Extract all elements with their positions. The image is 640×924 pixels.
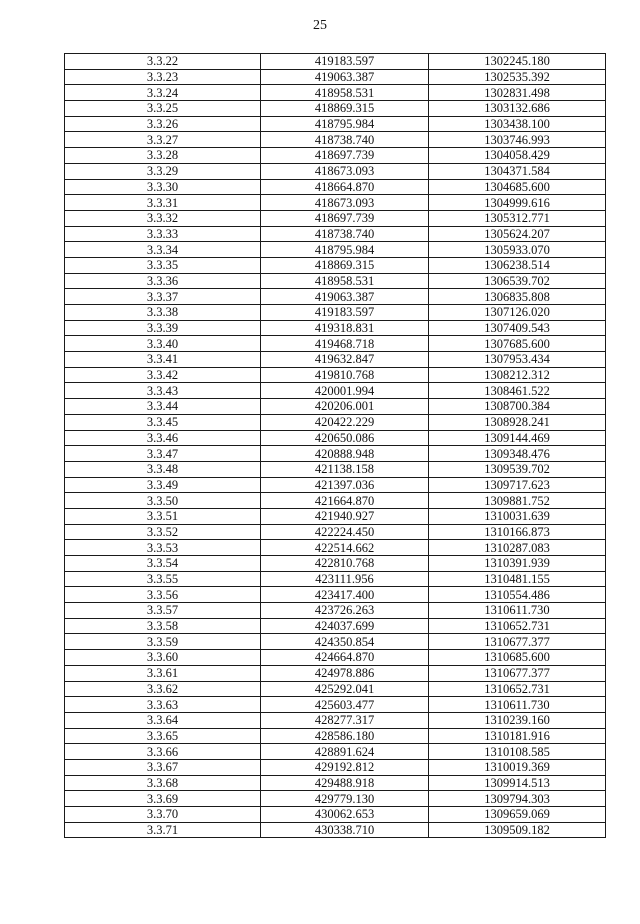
table-row xyxy=(65,822,606,838)
point-id-cell: 3.3.43 xyxy=(65,383,261,399)
y-coordinate-cell: 1310554.486 xyxy=(429,587,606,603)
x-coordinate-cell: 425603.477 xyxy=(261,697,429,713)
y-coordinate-cell: 1302245.180 xyxy=(429,54,606,70)
x-coordinate-cell: 430062.653 xyxy=(261,807,429,823)
point-id-cell: 3.3.65 xyxy=(65,728,261,744)
x-coordinate-cell: 429488.918 xyxy=(261,775,429,791)
y-coordinate-cell: 1307685.600 xyxy=(429,336,606,352)
y-coordinate-cell: 1310239.160 xyxy=(429,712,606,728)
point-id-cell: 3.3.55 xyxy=(65,571,261,587)
y-coordinate-cell: 1310108.585 xyxy=(429,744,606,760)
point-id-cell: 3.3.53 xyxy=(65,540,261,556)
y-coordinate-cell: 1304685.600 xyxy=(429,179,606,195)
y-coordinate-cell: 1302535.392 xyxy=(429,69,606,85)
point-id-cell: 3.3.56 xyxy=(65,587,261,603)
point-id-cell: 3.3.58 xyxy=(65,618,261,634)
table-row xyxy=(65,697,606,713)
table-row xyxy=(65,352,606,368)
x-coordinate-cell: 419183.597 xyxy=(261,305,429,321)
y-coordinate-cell: 1305933.070 xyxy=(429,242,606,258)
table-row xyxy=(65,775,606,791)
x-coordinate-cell: 430338.710 xyxy=(261,822,429,838)
table-row xyxy=(65,54,606,70)
x-coordinate-cell: 420888.948 xyxy=(261,446,429,462)
table-row xyxy=(65,305,606,321)
y-coordinate-cell: 1309509.182 xyxy=(429,822,606,838)
x-coordinate-cell: 418869.315 xyxy=(261,101,429,117)
point-id-cell: 3.3.46 xyxy=(65,430,261,446)
table-row xyxy=(65,85,606,101)
point-id-cell: 3.3.51 xyxy=(65,508,261,524)
x-coordinate-cell: 419063.387 xyxy=(261,69,429,85)
table-row xyxy=(65,540,606,556)
table-row xyxy=(65,210,606,226)
point-id-cell: 3.3.57 xyxy=(65,603,261,619)
x-coordinate-cell: 424037.699 xyxy=(261,618,429,634)
point-id-cell: 3.3.62 xyxy=(65,681,261,697)
y-coordinate-cell: 1304371.584 xyxy=(429,163,606,179)
point-id-cell: 3.3.67 xyxy=(65,759,261,775)
table-row xyxy=(65,493,606,509)
y-coordinate-cell: 1310019.369 xyxy=(429,759,606,775)
y-coordinate-cell: 1308928.241 xyxy=(429,414,606,430)
point-id-cell: 3.3.45 xyxy=(65,414,261,430)
table-row xyxy=(65,336,606,352)
x-coordinate-cell: 418664.870 xyxy=(261,179,429,195)
point-id-cell: 3.3.68 xyxy=(65,775,261,791)
table-row xyxy=(65,681,606,697)
y-coordinate-cell: 1309914.513 xyxy=(429,775,606,791)
table-row xyxy=(65,524,606,540)
table-row xyxy=(65,69,606,85)
y-coordinate-cell: 1307409.543 xyxy=(429,320,606,336)
y-coordinate-cell: 1308212.312 xyxy=(429,367,606,383)
point-id-cell: 3.3.39 xyxy=(65,320,261,336)
y-coordinate-cell: 1306539.702 xyxy=(429,273,606,289)
table-row xyxy=(65,289,606,305)
y-coordinate-cell: 1310611.730 xyxy=(429,697,606,713)
table-row xyxy=(65,712,606,728)
y-coordinate-cell: 1304999.616 xyxy=(429,195,606,211)
x-coordinate-cell: 420422.229 xyxy=(261,414,429,430)
point-id-cell: 3.3.34 xyxy=(65,242,261,258)
table-row xyxy=(65,571,606,587)
point-id-cell: 3.3.40 xyxy=(65,336,261,352)
point-id-cell: 3.3.22 xyxy=(65,54,261,70)
table-row xyxy=(65,163,606,179)
y-coordinate-cell: 1309659.069 xyxy=(429,807,606,823)
table-row xyxy=(65,116,606,132)
point-id-cell: 3.3.37 xyxy=(65,289,261,305)
point-id-cell: 3.3.63 xyxy=(65,697,261,713)
x-coordinate-cell: 425292.041 xyxy=(261,681,429,697)
x-coordinate-cell: 419318.831 xyxy=(261,320,429,336)
x-coordinate-cell: 420650.086 xyxy=(261,430,429,446)
point-id-cell: 3.3.31 xyxy=(65,195,261,211)
table-row xyxy=(65,650,606,666)
point-id-cell: 3.3.35 xyxy=(65,257,261,273)
y-coordinate-cell: 1306238.514 xyxy=(429,257,606,273)
x-coordinate-cell: 418697.739 xyxy=(261,210,429,226)
y-coordinate-cell: 1310611.730 xyxy=(429,603,606,619)
point-id-cell: 3.3.61 xyxy=(65,665,261,681)
y-coordinate-cell: 1305312.771 xyxy=(429,210,606,226)
y-coordinate-cell: 1306835.808 xyxy=(429,289,606,305)
x-coordinate-cell: 419632.847 xyxy=(261,352,429,368)
table-row xyxy=(65,446,606,462)
table-row xyxy=(65,728,606,744)
point-id-cell: 3.3.33 xyxy=(65,226,261,242)
point-id-cell: 3.3.66 xyxy=(65,744,261,760)
x-coordinate-cell: 419183.597 xyxy=(261,54,429,70)
x-coordinate-cell: 421397.036 xyxy=(261,477,429,493)
y-coordinate-cell: 1307953.434 xyxy=(429,352,606,368)
x-coordinate-cell: 429779.130 xyxy=(261,791,429,807)
x-coordinate-cell: 418958.531 xyxy=(261,273,429,289)
point-id-cell: 3.3.64 xyxy=(65,712,261,728)
table-row xyxy=(65,744,606,760)
y-coordinate-cell: 1308700.384 xyxy=(429,399,606,415)
point-id-cell: 3.3.27 xyxy=(65,132,261,148)
table-row xyxy=(65,430,606,446)
x-coordinate-cell: 419468.718 xyxy=(261,336,429,352)
point-id-cell: 3.3.29 xyxy=(65,163,261,179)
table-row xyxy=(65,101,606,117)
page-number: 25 xyxy=(313,18,327,33)
y-coordinate-cell: 1307126.020 xyxy=(429,305,606,321)
y-coordinate-cell: 1309717.623 xyxy=(429,477,606,493)
y-coordinate-cell: 1310181.916 xyxy=(429,728,606,744)
point-id-cell: 3.3.60 xyxy=(65,650,261,666)
table-row xyxy=(65,257,606,273)
x-coordinate-cell: 421138.158 xyxy=(261,461,429,477)
point-id-cell: 3.3.24 xyxy=(65,85,261,101)
point-id-cell: 3.3.32 xyxy=(65,210,261,226)
point-id-cell: 3.3.44 xyxy=(65,399,261,415)
x-coordinate-cell: 428891.624 xyxy=(261,744,429,760)
y-coordinate-cell: 1309144.469 xyxy=(429,430,606,446)
x-coordinate-cell: 424664.870 xyxy=(261,650,429,666)
table-row xyxy=(65,791,606,807)
y-coordinate-cell: 1310652.731 xyxy=(429,681,606,697)
point-id-cell: 3.3.59 xyxy=(65,634,261,650)
y-coordinate-cell: 1310391.939 xyxy=(429,556,606,572)
table-row xyxy=(65,665,606,681)
table-row xyxy=(65,179,606,195)
x-coordinate-cell: 421664.870 xyxy=(261,493,429,509)
point-id-cell: 3.3.36 xyxy=(65,273,261,289)
table-row xyxy=(65,273,606,289)
point-id-cell: 3.3.28 xyxy=(65,148,261,164)
x-coordinate-cell: 418869.315 xyxy=(261,257,429,273)
x-coordinate-cell: 429192.812 xyxy=(261,759,429,775)
point-id-cell: 3.3.54 xyxy=(65,556,261,572)
table-row xyxy=(65,603,606,619)
y-coordinate-cell: 1309539.702 xyxy=(429,461,606,477)
x-coordinate-cell: 423111.956 xyxy=(261,571,429,587)
table-row xyxy=(65,807,606,823)
y-coordinate-cell: 1310652.731 xyxy=(429,618,606,634)
point-id-cell: 3.3.52 xyxy=(65,524,261,540)
y-coordinate-cell: 1305624.207 xyxy=(429,226,606,242)
x-coordinate-cell: 418795.984 xyxy=(261,116,429,132)
table-row xyxy=(65,414,606,430)
table-row xyxy=(65,759,606,775)
point-id-cell: 3.3.41 xyxy=(65,352,261,368)
y-coordinate-cell: 1309348.476 xyxy=(429,446,606,462)
y-coordinate-cell: 1303132.686 xyxy=(429,101,606,117)
x-coordinate-cell: 421940.927 xyxy=(261,508,429,524)
x-coordinate-cell: 424350.854 xyxy=(261,634,429,650)
table-row xyxy=(65,618,606,634)
table-row xyxy=(65,634,606,650)
point-id-cell: 3.3.42 xyxy=(65,367,261,383)
x-coordinate-cell: 418738.740 xyxy=(261,132,429,148)
point-id-cell: 3.3.50 xyxy=(65,493,261,509)
y-coordinate-cell: 1310031.639 xyxy=(429,508,606,524)
x-coordinate-cell: 420001.994 xyxy=(261,383,429,399)
y-coordinate-cell: 1308461.522 xyxy=(429,383,606,399)
x-coordinate-cell: 423726.263 xyxy=(261,603,429,619)
point-id-cell: 3.3.71 xyxy=(65,822,261,838)
x-coordinate-cell: 418795.984 xyxy=(261,242,429,258)
table-row xyxy=(65,383,606,399)
point-id-cell: 3.3.69 xyxy=(65,791,261,807)
table-row xyxy=(65,508,606,524)
x-coordinate-cell: 418673.093 xyxy=(261,163,429,179)
x-coordinate-cell: 418673.093 xyxy=(261,195,429,211)
point-id-cell: 3.3.23 xyxy=(65,69,261,85)
y-coordinate-cell: 1310677.377 xyxy=(429,665,606,681)
x-coordinate-cell: 424978.886 xyxy=(261,665,429,681)
x-coordinate-cell: 419063.387 xyxy=(261,289,429,305)
table-row xyxy=(65,148,606,164)
x-coordinate-cell: 418697.739 xyxy=(261,148,429,164)
point-id-cell: 3.3.47 xyxy=(65,446,261,462)
x-coordinate-cell: 422224.450 xyxy=(261,524,429,540)
table-row xyxy=(65,477,606,493)
coordinates-table xyxy=(64,53,606,838)
y-coordinate-cell: 1310166.873 xyxy=(429,524,606,540)
y-coordinate-cell: 1309881.752 xyxy=(429,493,606,509)
y-coordinate-cell: 1309794.303 xyxy=(429,791,606,807)
y-coordinate-cell: 1304058.429 xyxy=(429,148,606,164)
y-coordinate-cell: 1303746.993 xyxy=(429,132,606,148)
x-coordinate-cell: 418738.740 xyxy=(261,226,429,242)
table-row xyxy=(65,320,606,336)
point-id-cell: 3.3.70 xyxy=(65,807,261,823)
table-row xyxy=(65,461,606,477)
y-coordinate-cell: 1310481.155 xyxy=(429,571,606,587)
table-row xyxy=(65,367,606,383)
x-coordinate-cell: 428586.180 xyxy=(261,728,429,744)
x-coordinate-cell: 418958.531 xyxy=(261,85,429,101)
table-row xyxy=(65,587,606,603)
y-coordinate-cell: 1310685.600 xyxy=(429,650,606,666)
x-coordinate-cell: 428277.317 xyxy=(261,712,429,728)
table-row xyxy=(65,556,606,572)
point-id-cell: 3.3.48 xyxy=(65,461,261,477)
table-row xyxy=(65,242,606,258)
coordinates-table-body xyxy=(65,54,606,838)
x-coordinate-cell: 423417.400 xyxy=(261,587,429,603)
point-id-cell: 3.3.26 xyxy=(65,116,261,132)
x-coordinate-cell: 420206.001 xyxy=(261,399,429,415)
y-coordinate-cell: 1310287.083 xyxy=(429,540,606,556)
point-id-cell: 3.3.25 xyxy=(65,101,261,117)
y-coordinate-cell: 1310677.377 xyxy=(429,634,606,650)
point-id-cell: 3.3.38 xyxy=(65,305,261,321)
y-coordinate-cell: 1302831.498 xyxy=(429,85,606,101)
table-row xyxy=(65,226,606,242)
point-id-cell: 3.3.49 xyxy=(65,477,261,493)
x-coordinate-cell: 422514.662 xyxy=(261,540,429,556)
x-coordinate-cell: 419810.768 xyxy=(261,367,429,383)
table-row xyxy=(65,195,606,211)
x-coordinate-cell: 422810.768 xyxy=(261,556,429,572)
y-coordinate-cell: 1303438.100 xyxy=(429,116,606,132)
point-id-cell: 3.3.30 xyxy=(65,179,261,195)
table-row xyxy=(65,399,606,415)
table-row xyxy=(65,132,606,148)
